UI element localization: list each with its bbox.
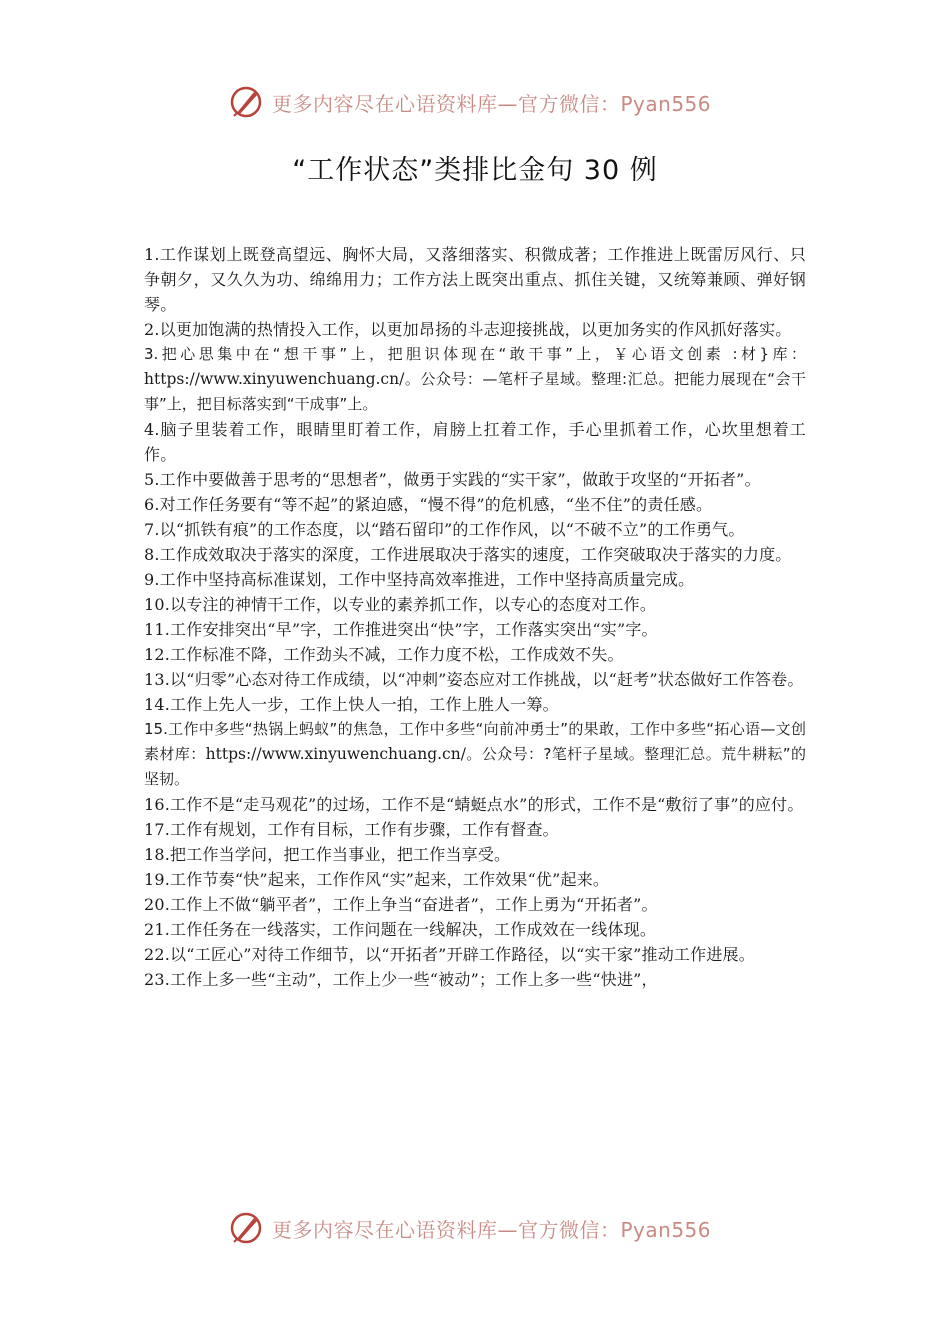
banner-site-text: 更多内容尽在心语资料库 — [272, 91, 498, 116]
list-item — [144, 717, 806, 792]
item-text: 3.把心思集中在“想干事”上，把胆识体现在“敢干事”上，￥心语文创素 :材}库： — [144, 345, 806, 363]
item-text: 。公众号：—笔杆子星域。整理:汇总。把能力展现在“会干事”上，把目标落实到“干成事”上。 — [144, 370, 806, 413]
item-url: https://www.xinyuwenchuang.cn/ — [144, 370, 405, 388]
list-item: 21.工作任务在一线落实，工作问题在一线解决，工作成效在一线体现。 — [144, 920, 657, 939]
item-text: 。公众号：?笔杆子星域。整理汇总。荒牛耕耘”的坚韧。 — [144, 745, 806, 788]
list-item: 9.工作中坚持高标准谋划，工作中坚持高效率推进，工作中坚持高质量完成。 — [144, 570, 695, 589]
banner-wechat-text: 官方微信：Pyan556 — [518, 91, 712, 116]
list-item: 16.工作不是“走马观花”的过场，工作不是“蜻蜓点水”的形式，工作不是“敷衍了事”的应付。 — [144, 795, 804, 814]
banner-wechat-text: 官方微信：Pyan556 — [518, 1217, 712, 1242]
list-item: 17.工作有规划，工作有目标，工作有步骤，工作有督查。 — [144, 820, 559, 839]
list-item: 11.工作安排突出“早”字，工作推进突出“快”字，工作落实突出“实”字。 — [144, 620, 658, 639]
list-item: 10.以专注的神情干工作，以专业的素养抓工作，以专心的态度对工作。 — [144, 595, 657, 614]
list-item: 5.工作中要做善于思考的“思想者”，做勇于实践的“实干家”，做敢于攻坚的“开拓者”。 — [144, 470, 761, 489]
list-item — [144, 342, 806, 417]
banner-text — [272, 88, 711, 117]
list-item: 8.工作成效取决于落实的深度，工作进展取决于落实的速度，工作突破取决于落实的力度。 — [144, 545, 792, 564]
item-url: https://www.xinyuwenchuang.cn/ — [205, 745, 466, 763]
list-item: 2.以更加饱满的热情投入工作，以更加昂扬的斗志迎接挑战，以更加务实的作风抓好落实。 — [144, 320, 792, 339]
quill-logo-icon — [228, 1210, 264, 1246]
list-item: 6.对工作任务要有“等不起”的紧迫感，“慢不得”的危机感，“坐不住”的责任感。 — [144, 495, 713, 514]
footer-banner — [228, 1208, 711, 1248]
list-item: 1.工作谋划上既登高望远、胸怀大局，又落细落实、积微成著；工作推进上既雷厉风行、只争朝夕，又久久为功、绵绵用力；工作方法上既突出重点、抓住关键，又统筹兼顾、弹好钢琴。 — [144, 245, 806, 314]
banner-site-text: 更多内容尽在心语资料库 — [272, 1217, 498, 1242]
item-text: 15.工作中多些“热锅上蚂蚁”的焦急，工作中多些“向前冲勇士”的果敢，工作中多些“拓心语—文创素材库： — [144, 720, 806, 763]
page-title: “工作状态”类排比金句 30 例 — [292, 155, 658, 186]
header-banner — [228, 82, 711, 122]
banner-dash: — — [497, 1217, 518, 1242]
list-item: 18.把工作当学问，把工作当事业，把工作当享受。 — [144, 845, 511, 864]
banner-dash: — — [497, 91, 518, 116]
list-item: 7.以“抓铁有痕”的工作态度，以“踏石留印”的工作作风，以“不破不立”的工作勇气。 — [144, 520, 745, 539]
list-item: 19.工作节奏“快”起来，工作作风“实”起来，工作效果“优”起来。 — [144, 870, 610, 889]
list-item: 13.以“归零”心态对待工作成绩，以“冲刺”姿态应对工作挑战，以“赶考”状态做好工作答卷。 — [144, 670, 804, 689]
document-body — [144, 242, 806, 992]
banner-text — [272, 1214, 711, 1243]
list-item: 23.工作上多一些“主动”，工作上少一些“被动”；工作上多一些“快进”， — [144, 970, 658, 989]
quill-logo-icon — [228, 84, 264, 120]
list-item: 4.脑子里装着工作，眼睛里盯着工作，肩膀上扛着工作，手心里抓着工作，心坎里想着工作。 — [144, 420, 806, 464]
list-item: 12.工作标准不降，工作劲头不减，工作力度不松，工作成效不失。 — [144, 645, 624, 664]
list-item: 20.工作上不做“躺平者”，工作上争当“奋进者”，工作上勇为“开拓者”。 — [144, 895, 658, 914]
list-item: 22.以“工匠心”对待工作细节，以“开拓者”开辟工作路径，以“实干家”推动工作进展。 — [144, 945, 755, 964]
list-item: 14.工作上先人一步，工作上快人一拍，工作上胜人一筹。 — [144, 695, 559, 714]
